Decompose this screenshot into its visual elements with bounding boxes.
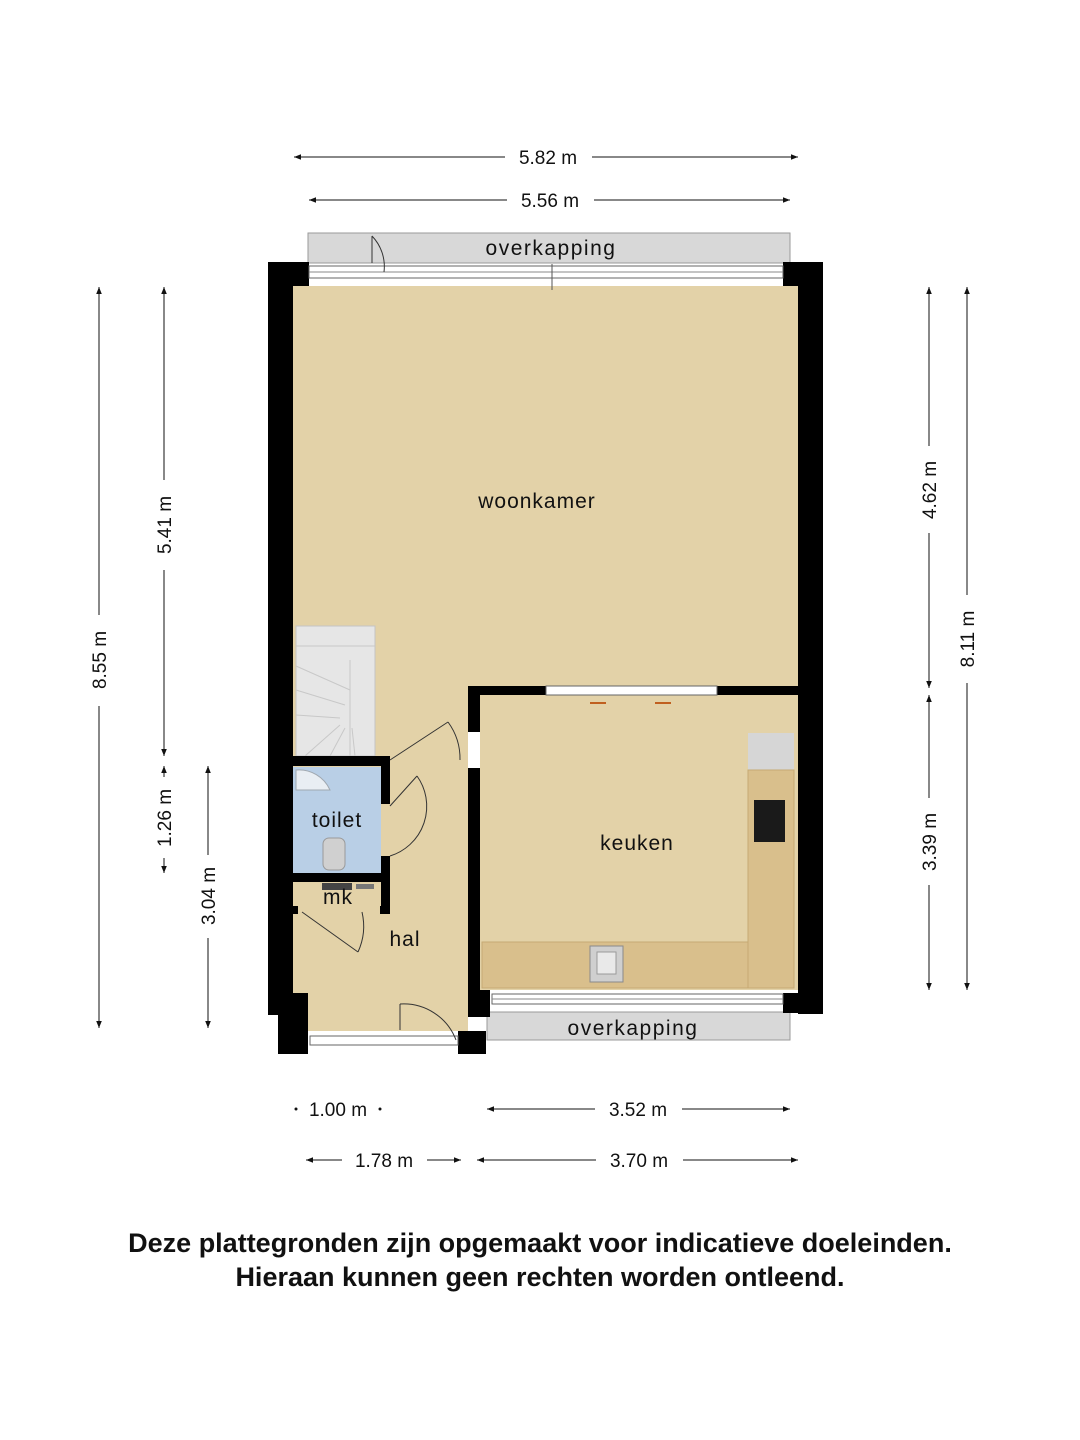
dim-bottom-keuken-inner: 3.52 m bbox=[608, 1100, 668, 1121]
dim-bottom-hal-outer: 1.78 m bbox=[354, 1151, 414, 1172]
dim-left-mid: 1.26 m bbox=[155, 788, 176, 848]
cooktop bbox=[754, 800, 785, 842]
room-label-woonkamer: woonkamer bbox=[478, 490, 596, 513]
disclaimer-line-2: Hieraan kunnen geen rechten worden ontleend. bbox=[235, 1262, 845, 1292]
room-label-mk: mk bbox=[323, 886, 353, 909]
dim-top-outer: 5.82 m bbox=[518, 148, 578, 169]
room-label-toilet: toilet bbox=[311, 809, 363, 832]
dim-left-lower: 3.04 m bbox=[199, 866, 220, 926]
dim-dot-left bbox=[295, 1108, 298, 1111]
dim-top-inner: 5.56 m bbox=[520, 191, 580, 212]
staircase bbox=[296, 626, 375, 756]
dim-right-total: 8.11 m bbox=[958, 610, 979, 668]
dim-dot-right bbox=[379, 1108, 382, 1111]
dim-right-lower: 3.39 m bbox=[920, 812, 941, 872]
dim-right-upper: 4.62 m bbox=[920, 460, 941, 520]
dim-bottom-keuken-outer: 3.70 m bbox=[609, 1151, 669, 1172]
room-label-overkapping-bottom: overkapping bbox=[567, 1017, 699, 1040]
disclaimer-line-1: Deze plattegronden zijn opgemaakt voor indicatieve doeleinden. bbox=[128, 1228, 952, 1258]
room-label-hal: hal bbox=[389, 928, 421, 951]
room-label-overkapping-top: overkapping bbox=[485, 237, 617, 260]
dim-left-total: 8.55 m bbox=[90, 630, 111, 690]
room-label-keuken: keuken bbox=[600, 832, 674, 855]
dim-bottom-hal-inner: 1.00 m bbox=[308, 1100, 368, 1121]
dim-left-upper: 5.41 m bbox=[155, 495, 176, 555]
